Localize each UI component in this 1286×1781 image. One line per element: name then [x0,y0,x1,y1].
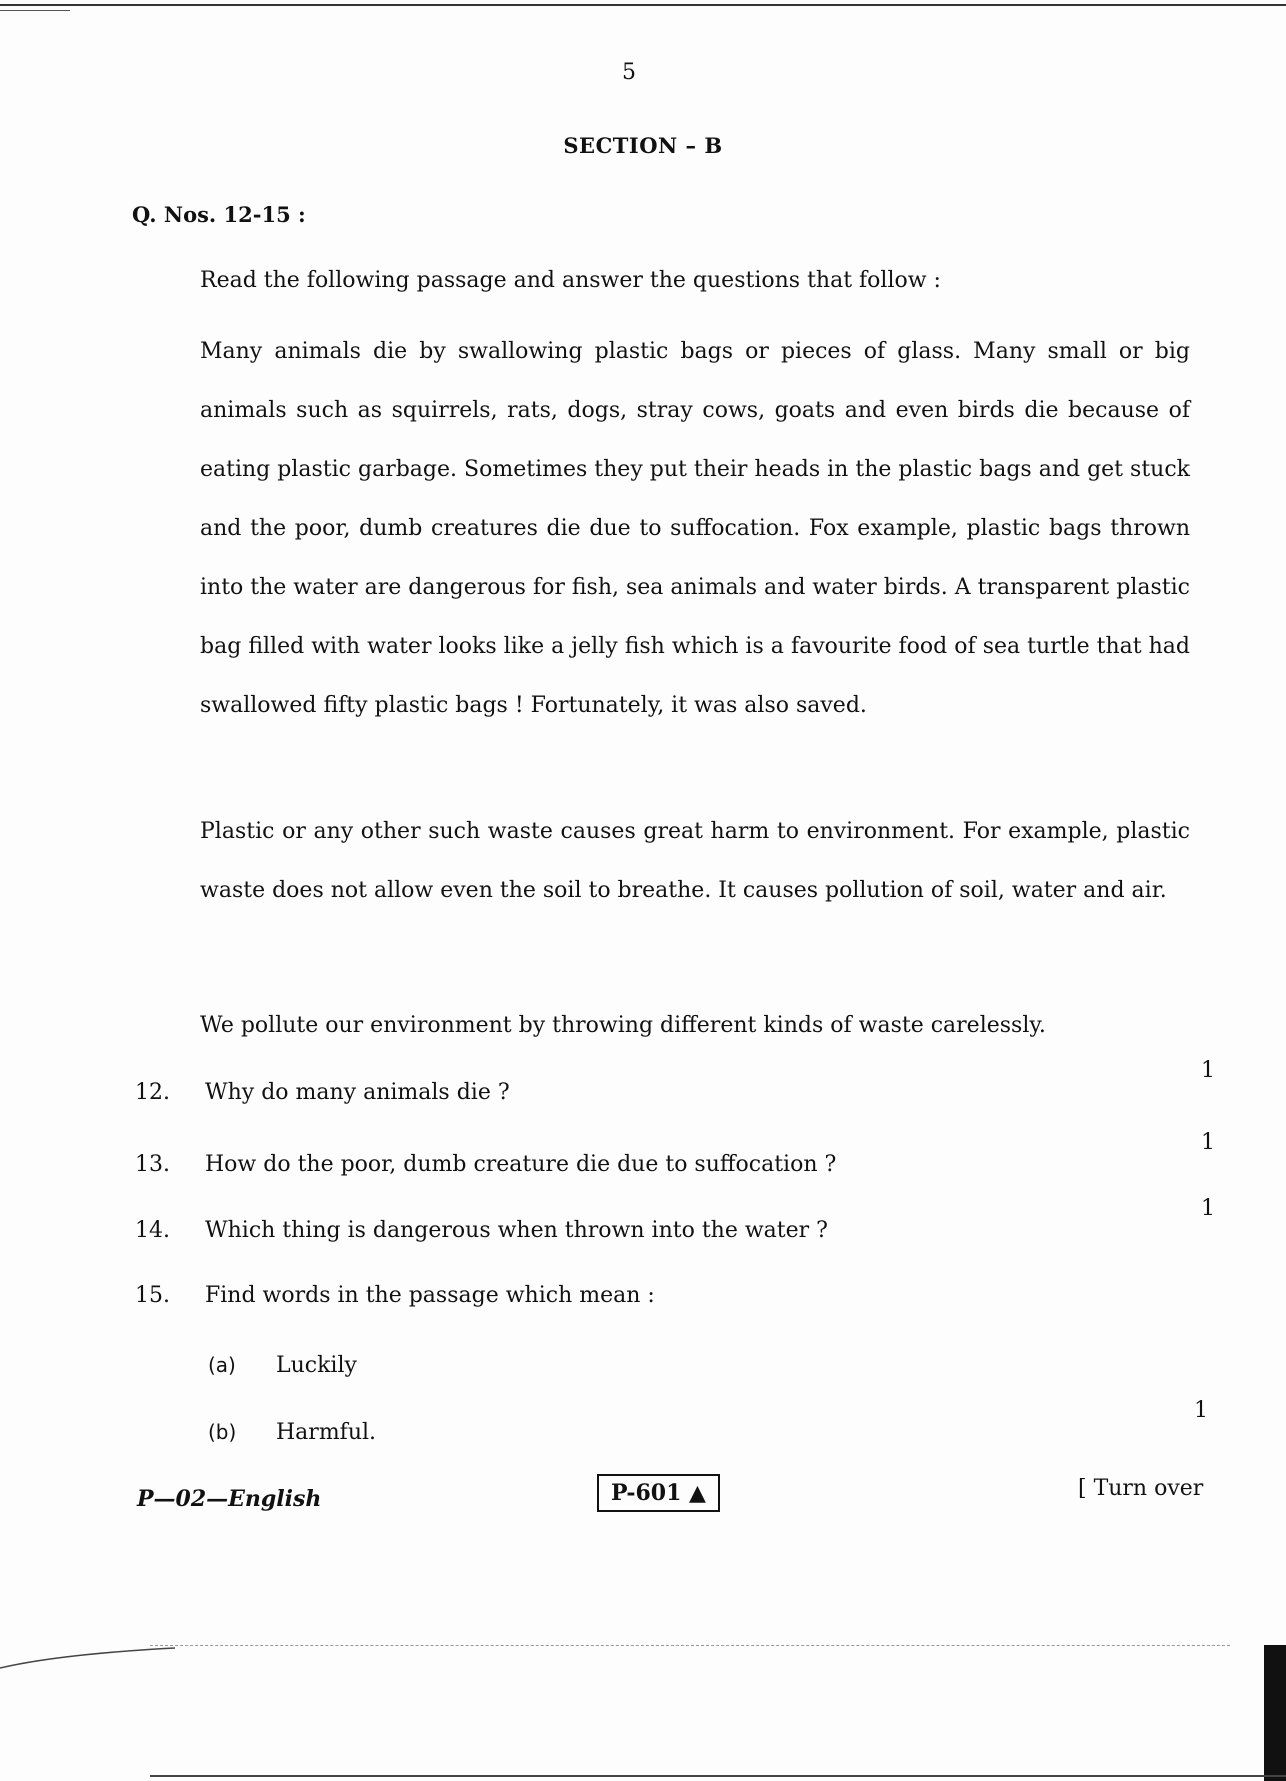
question-number: 13. [135,1152,170,1177]
turn-over-note: [ Turn over [1078,1476,1204,1501]
question-text: Which thing is dangerous when thrown into the water ? [205,1218,828,1243]
sub-item-b [208,1398,1208,1450]
page-number: 5 [622,60,636,85]
question-13 [135,1130,1215,1182]
question-number: 14. [135,1218,170,1243]
question-text: How do the poor, dumb creature die due to suffocation ? [205,1152,837,1177]
instruction-text: Read the following passage and answer the questions that follow : [200,268,941,293]
top-rule-accent [0,10,70,11]
section-title: SECTION – B [563,133,723,158]
sub-item-text: Harmful. [276,1420,377,1445]
question-15 [135,1283,1215,1313]
question-number: 15. [135,1283,170,1308]
passage-paragraph-1: Many animals die by swallowing plastic bags or pieces of glass. Many small or big animals such as squirrels, rats, dogs, stray cows, goats and even birds die because of eating plastic garbage. Sometimes they put their heads in the plastic bags and get stuck and the poor, dumb creatures die due to suffocation. Fox example, plastic bags thrown into the water are dangerous for fish, sea animals and water birds. A transparent plastic bag filled with water looks like a jelly fish which is a favourite food of sea turtle that had swallowed fifty plastic bags ! Fortunately, it was also saved. [200,339,1190,718]
sub-item-marks: 1 [1194,1398,1208,1423]
binding-edge [1264,1645,1286,1781]
passage-paragraph-2: Plastic or any other such waste causes great harm to environment. For example, plastic waste does not allow even the soil to breathe. It causes pollution of soil, water and air. [200,819,1190,903]
question-range-heading: Q. Nos. 12-15 : [132,202,306,227]
paper-set-box: P-601 ▲ [597,1474,720,1512]
paper-code: P—02—English [137,1486,322,1512]
question-marks: 1 [1201,1058,1215,1083]
top-rule [0,4,1286,6]
bottom-dashed-rule [150,1645,1230,1646]
question-marks: 1 [1201,1196,1215,1221]
question-number: 12. [135,1080,170,1105]
question-marks: 1 [1201,1130,1215,1155]
scan-edge-curve [0,1640,180,1670]
passage-paragraph-3: We pollute our environment by throwing different kinds of waste carelessly. [200,1013,1046,1038]
question-text: Why do many animals die ? [205,1080,510,1105]
question-12 [135,1058,1215,1110]
sub-item-a [208,1353,1208,1383]
sub-item-label: (b) [208,1420,237,1444]
sub-item-text: Luckily [276,1353,357,1378]
question-text: Find words in the passage which mean : [205,1283,655,1308]
sub-item-label: (a) [208,1353,236,1377]
question-14 [135,1196,1215,1248]
bottom-rule [150,1775,1286,1777]
